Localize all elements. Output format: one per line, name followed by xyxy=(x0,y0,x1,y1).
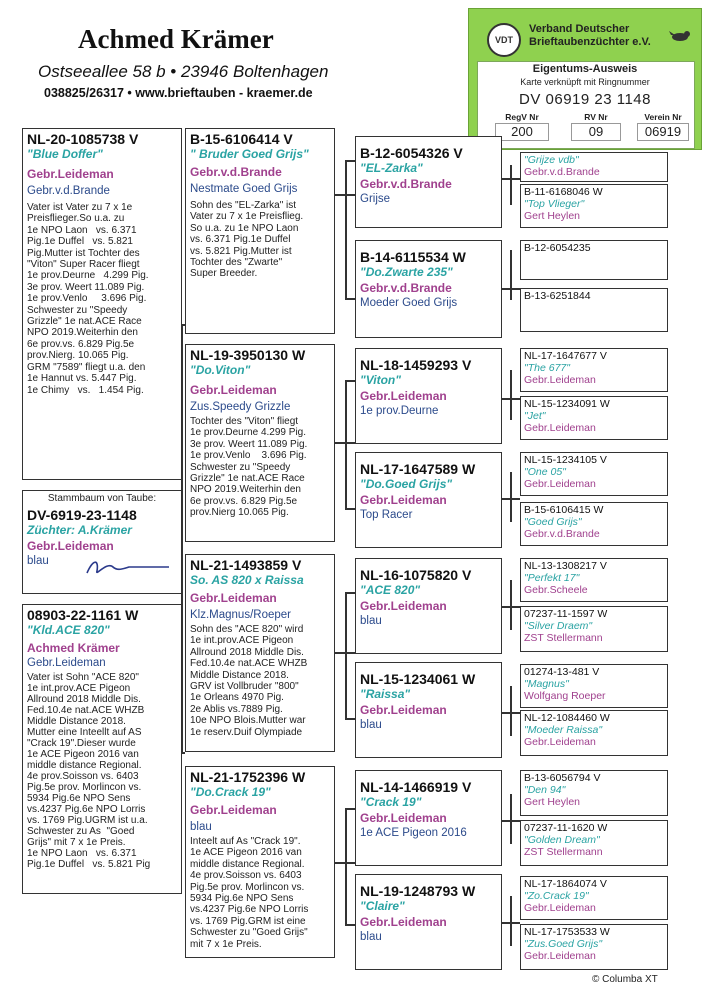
gen4-breeder: Gebr.v.d.Brande xyxy=(524,528,600,540)
gen4-box-12 xyxy=(520,710,668,756)
gen4-name: "Moeder Raissa" xyxy=(524,724,603,736)
gen3-ring: NL-15-1234061 W xyxy=(360,671,476,687)
gen3-sub: blau xyxy=(360,719,382,731)
fm-name: "Do.Viton" xyxy=(190,363,251,377)
gen3-sub: 1e ACE Pigeon 2016 xyxy=(360,827,467,839)
card-value-rv: 09 xyxy=(571,123,621,141)
subject-box xyxy=(22,490,182,594)
gen4-box-13 xyxy=(520,770,668,816)
gen4-box-3 xyxy=(520,240,668,280)
gen4-box-6 xyxy=(520,396,668,440)
gen3-breeder: Gebr.v.d.Brande xyxy=(360,281,452,295)
mother-desc: Vater ist Sohn "ACE 820" 1e int.prov.ACE Pigeon Allround 2018 Middle Dis. Fed.10.4e nat.ACE WHZB Middle Distance 2018. Mutter eine Inteellt auf AS "Crack 19".Dieser wurde 1e ACE Pigeon 2016 van middle distance Regional. 4e prov.Soisson vs. 6403 Pig.5e prov. Morlincon vs. 5934 Pig.6e NPO Sens vs.4237 Pig.6e NPO Lorris vs. 1769 Pig.UGRM ist u.a. Schwester zu As "Goed Grijs" mit 7 x 1e Preis. 1e NPO Laon vs. 6.371 Pig.1e Duffel vs. 5.821 Pig xyxy=(27,672,151,870)
gen4-ring: NL-13-1308217 V xyxy=(524,560,607,572)
gen4-breeder: Gebr.Leideman xyxy=(524,736,596,748)
gen3-name: "EL-Zarka" xyxy=(360,161,423,175)
gen3-ring: NL-19-1248793 W xyxy=(360,883,476,899)
gen4-breeder: Gebr.Leideman xyxy=(524,950,596,962)
gen4-box-9 xyxy=(520,558,668,602)
gen3-ring: B-14-6115534 W xyxy=(360,249,466,265)
ff-box xyxy=(185,128,335,334)
fm-desc: Tochter des "Viton" fliegt 1e prov.Deurne 4.299 Pig. 3e prov. Weert 11.089 Pig. 1e prov.Venlo 3.696 Pig. Schwester zu "Speedy Grizzle" 1e nat.ACE Race NPO 2019.Weiterhin den 6e prov.vs. 6.829 Pig.5e prov.Nierg 10.065 Pig. xyxy=(190,416,308,519)
gen3-box-7 xyxy=(355,770,502,866)
gen3-sub: blau xyxy=(360,931,382,943)
gen4-name: "Den 94" xyxy=(524,784,566,796)
gen3-ring: NL-14-1466919 V xyxy=(360,779,472,795)
card-value-verein: 06919 xyxy=(637,123,689,141)
breeder-contact: 038825/26317 • www.brieftauben - kraemer.de xyxy=(44,86,313,100)
mm-name: "Do.Crack 19" xyxy=(190,785,271,799)
gen3-sub: Top Racer xyxy=(360,509,413,521)
mf-name: So. AS 820 x Raissa xyxy=(190,573,304,587)
gen4-name: "One 05" xyxy=(524,466,566,478)
card-ring-number: DV 06919 23 1148 xyxy=(519,91,651,108)
father-name: "Blue Doffer" xyxy=(27,147,103,161)
subject-line: Gebr.Leideman xyxy=(27,539,114,553)
subject-label: Stammbaum von Taube: xyxy=(47,493,157,504)
card-label-verein: Verein Nr xyxy=(644,112,682,122)
gen3-breeder: Gebr.Leideman xyxy=(360,389,447,403)
mm-ring: NL-21-1752396 W xyxy=(190,769,306,785)
gen4-ring: NL-15-1234105 V xyxy=(524,454,607,466)
mf-box xyxy=(185,554,335,752)
gen4-breeder: Wolfgang Roeper xyxy=(524,690,606,702)
gen3-sub: blau xyxy=(360,615,382,627)
gen3-ring: B-12-6054326 V xyxy=(360,145,463,161)
fm-box xyxy=(185,344,335,542)
gen3-breeder: Gebr.Leideman xyxy=(360,599,447,613)
gen4-box-15 xyxy=(520,876,668,920)
card-label-rv: RV Nr xyxy=(584,112,608,122)
gen3-box-3 xyxy=(355,348,502,444)
gen4-box-16 xyxy=(520,924,668,970)
gen4-name: "Magnus" xyxy=(524,678,569,690)
gen4-name: "Grijze vdb" xyxy=(524,154,579,166)
gen4-ring: 01274-13-481 V xyxy=(524,666,600,678)
gen4-name: "Zus.Goed Grijs" xyxy=(524,938,603,950)
mm-desc: Inteelt auf As "Crack 19". 1e ACE Pigeon 2016 van middle distance Regional. 4e prov.Soisson vs. 6403 Pig.5e prov. Morlincon vs. 5934 Pig.6e NPO Sens vs.4237 Pig.6e NPO Lorris vs. 1769 Pig.GRM ist eine Schwester zu "Goed Grijs" mit 7 x 1e Preis. xyxy=(190,836,309,950)
gen4-ring: B-15-6106415 W xyxy=(524,504,604,516)
gen4-box-5 xyxy=(520,348,668,392)
gen3-box-8 xyxy=(355,874,502,970)
gen3-name: "Do.Zwarte 235" xyxy=(360,265,453,279)
gen4-box-4 xyxy=(520,288,668,332)
gen4-ring: 07237-11-1597 W xyxy=(524,608,608,620)
gen3-box-5 xyxy=(355,558,502,654)
gen4-breeder: Gebr.Leideman xyxy=(524,374,596,386)
gen4-ring: NL-17-1753533 W xyxy=(524,926,610,938)
gen4-ring: B-11-6168046 W xyxy=(524,186,603,198)
mother-name: "Kld.ACE 820" xyxy=(27,623,110,637)
gen3-breeder: Gebr.Leideman xyxy=(360,703,447,717)
mm-box xyxy=(185,766,335,958)
copyright-footer: © Columba XT xyxy=(592,974,658,985)
gen3-box-1 xyxy=(355,136,502,228)
gen4-breeder: Gebr.Leideman xyxy=(524,422,596,434)
gen3-box-4 xyxy=(355,452,502,548)
gen4-box-1 xyxy=(520,152,668,182)
gen3-name: "Viton" xyxy=(360,373,401,387)
ownership-card xyxy=(468,8,702,150)
gen4-breeder: Gert Heylen xyxy=(524,210,581,222)
gen4-breeder: Gebr.Scheele xyxy=(524,584,588,596)
gen4-name: "The 677" xyxy=(524,362,570,374)
gen3-name: "ACE 820" xyxy=(360,583,421,597)
father-sub: Gebr.v.d.Brande xyxy=(27,185,110,197)
gen4-ring: B-13-6251844 xyxy=(524,290,591,302)
gen4-box-10 xyxy=(520,606,668,652)
father-breeder: Gebr.Leideman xyxy=(27,167,114,181)
gen4-breeder: Gert Heylen xyxy=(524,796,581,808)
pigeon-icon xyxy=(669,29,691,43)
father-ring: NL-20-1085738 V xyxy=(27,131,139,147)
gen3-ring: NL-16-1075820 V xyxy=(360,567,472,583)
gen4-box-11 xyxy=(520,664,668,708)
card-subtitle: Karte verknüpft mit Ringnummer xyxy=(520,77,650,87)
gen4-ring: NL-17-1864074 V xyxy=(524,878,607,890)
gen4-box-7 xyxy=(520,452,668,496)
gen3-name: "Crack 19" xyxy=(360,795,422,809)
gen4-breeder: Gebr.Leideman xyxy=(524,902,596,914)
fm-sub: Zus.Speedy Grizzle xyxy=(190,401,291,413)
gen3-ring: NL-17-1647589 W xyxy=(360,461,476,477)
mm-sub: blau xyxy=(190,821,212,833)
subject-color: blau xyxy=(27,555,49,567)
gen4-name: "Zo.Crack 19" xyxy=(524,890,589,902)
gen4-box-14 xyxy=(520,820,668,866)
mf-desc: Sohn des "ACE 820" wird 1e int.prov.ACE Pigeon Allround 2018 Middle Dis. Fed.10.4e nat.ACE WHZB Middle Distance 2018. GRV ist Vollbruder "800" 1e Orleans 4970 Pig. 2e Ablis vs.7889 Pig. 10e NPO Blois.Mutter war 1e reserv.Duif Olympiade xyxy=(190,624,308,738)
gen4-name: "Perfekt 17" xyxy=(524,572,580,584)
mother-breeder: Achmed Krämer xyxy=(27,641,120,655)
signature-icon xyxy=(83,555,173,581)
gen3-sub: 1e prov.Deurne xyxy=(360,405,439,417)
ff-breeder: Gebr.v.d.Brande xyxy=(190,165,282,179)
breeder-name: Achmed Krämer xyxy=(78,24,274,54)
gen4-breeder: ZST Stellermann xyxy=(524,632,603,644)
gen4-breeder: ZST Stellermann xyxy=(524,846,603,858)
gen4-name: "Silver Draem" xyxy=(524,620,593,632)
gen4-ring: 07237-11-1620 W xyxy=(524,822,608,834)
gen4-name: "Golden Dream" xyxy=(524,834,600,846)
vdt-logo-icon: VDT xyxy=(487,23,521,57)
gen3-ring: NL-18-1459293 V xyxy=(360,357,472,373)
gen4-ring: NL-15-1234091 W xyxy=(524,398,610,410)
ff-desc: Sohn des "EL-Zarka" ist Vater zu 7 x 1e Preisflieg. So u.a. zu 1e NPO Laon vs. 6.371 Pig.1e Duffel vs. 5.821 Pig.Mutter ist Tochter des "Zwarte" Super Breeder. xyxy=(190,200,304,280)
gen3-box-2 xyxy=(355,240,502,338)
ff-name: " Bruder Goed Grijs" xyxy=(190,147,309,161)
ff-ring: B-15-6106414 V xyxy=(190,131,293,147)
subject-ring: DV-6919-23-1148 xyxy=(27,507,137,523)
mf-breeder: Gebr.Leideman xyxy=(190,591,277,605)
gen3-breeder: Gebr.Leideman xyxy=(360,493,447,507)
gen3-breeder: Gebr.v.d.Brande xyxy=(360,177,452,191)
gen4-box-8 xyxy=(520,502,668,546)
gen3-breeder: Gebr.Leideman xyxy=(360,811,447,825)
card-title: Eigentums-Ausweis xyxy=(532,63,638,75)
gen3-breeder: Gebr.Leideman xyxy=(360,915,447,929)
fm-ring: NL-19-3950130 W xyxy=(190,347,306,363)
gen3-name: "Do.Goed Grijs" xyxy=(360,477,453,491)
mf-ring: NL-21-1493859 V xyxy=(190,557,302,573)
breeder-address: Ostseeallee 58 b • 23946 Boltenhagen xyxy=(38,62,329,81)
gen3-sub: Moeder Goed Grijs xyxy=(360,297,458,309)
mother-ring: 08903-22-1161 W xyxy=(27,607,139,623)
gen3-sub: Grijse xyxy=(360,193,391,205)
gen4-breeder: Gebr.Leideman xyxy=(524,478,596,490)
gen4-box-2 xyxy=(520,184,668,228)
ff-sub: Nestmate Goed Grijs xyxy=(190,183,298,195)
mother-box xyxy=(22,604,182,894)
card-label-regv: RegV Nr xyxy=(505,112,539,122)
subject-breeder: Züchter: A.Krämer xyxy=(27,523,132,537)
gen3-name: "Raissa" xyxy=(360,687,411,701)
card-organization: Verband Deutscher Brieftaubenzüchter e.V. xyxy=(529,23,651,48)
gen4-ring: B-12-6054235 xyxy=(524,242,591,254)
mf-sub: Klz.Magnus/Roeper xyxy=(190,609,291,621)
gen4-ring: NL-17-1647677 V xyxy=(524,350,607,362)
gen4-ring: B-13-6056794 V xyxy=(524,772,601,784)
father-box xyxy=(22,128,182,480)
mother-sub: Gebr.Leideman xyxy=(27,657,106,669)
gen3-name: "Claire" xyxy=(360,899,405,913)
gen3-box-6 xyxy=(355,662,502,758)
card-value-regv: 200 xyxy=(495,123,549,141)
fm-breeder: Gebr.Leideman xyxy=(190,383,277,397)
gen4-breeder: Gebr.v.d.Brande xyxy=(524,166,600,178)
gen4-ring: NL-12-1084460 W xyxy=(524,712,610,724)
gen4-name: "Jet" xyxy=(524,410,546,422)
gen4-name: "Top Vlieger" xyxy=(524,198,585,210)
gen4-name: "Goed Grijs" xyxy=(524,516,582,528)
mm-breeder: Gebr.Leideman xyxy=(190,803,277,817)
father-desc: Vater ist Vater zu 7 x 1e Preisflieger.So u.a. zu 1e NPO Laon vs. 6.371 Pig.1e Duffel vs. 5.821 Pig.Mutter ist Tochter des "Viton" Super Racer fliegt 1e prov.Deurne 4.299 Pig. 3e prov. Weert 11.089 Pig. 1e prov.Venlo 3.696 Pig. Schwester zu "Speedy Grizzle" 1e nat.ACE Race NPO 2019.Weiterhin den 6e prov.vs. 6.829 Pig.5e prov.Nierg. 10.065 Pig. GRM "7589" fliegt u.a. den 1e Hannut vs. 5.447 Pig. 1e Chimy vs. 1.454 Pig. xyxy=(27,202,149,396)
